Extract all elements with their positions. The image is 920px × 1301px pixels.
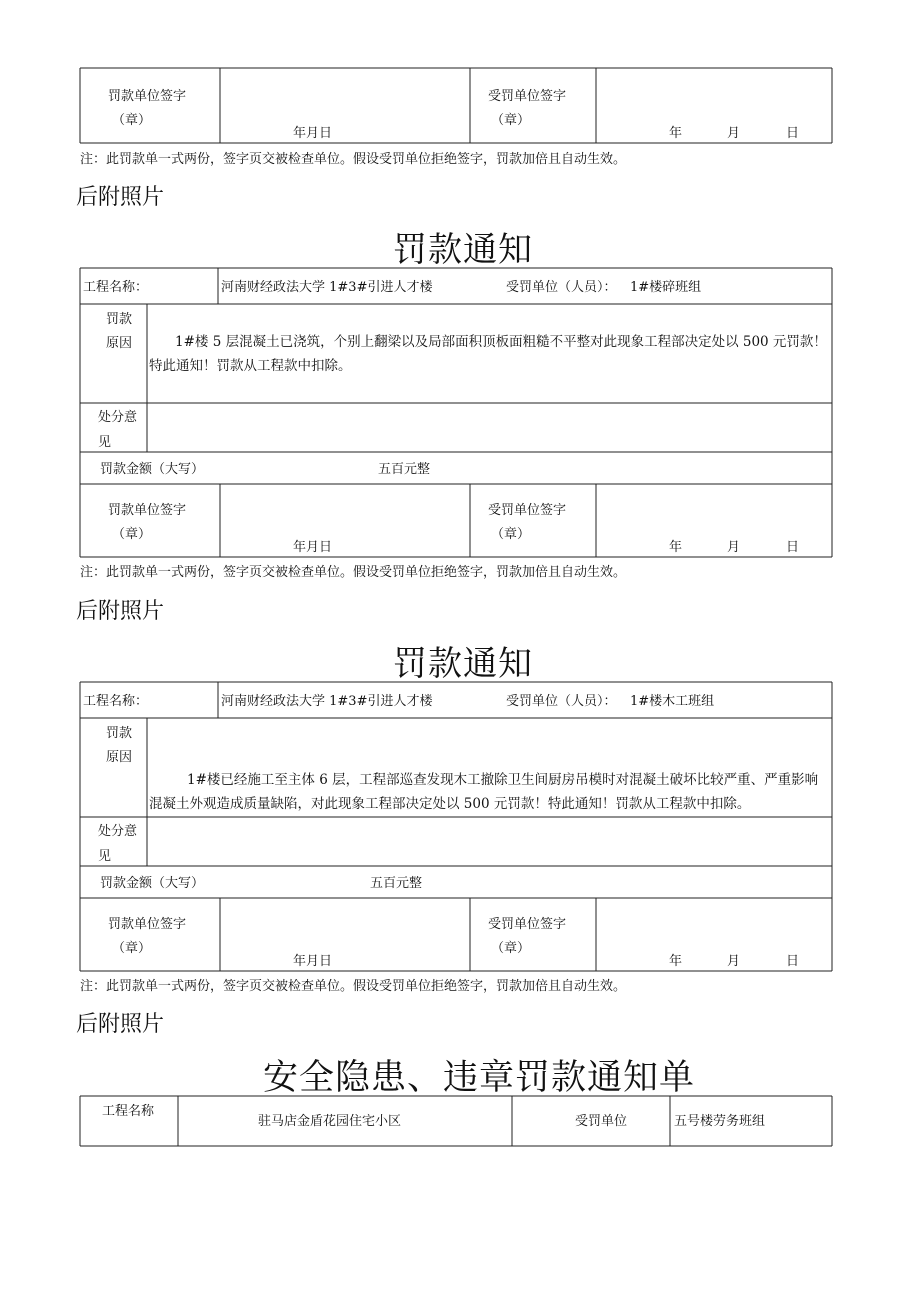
safety-form-title: 安全隐患、违章罚款通知单: [263, 1058, 696, 1098]
penalized-unit: 1#楼木工班组: [630, 694, 715, 709]
project-label: 工程名称: [102, 1104, 155, 1119]
receiver-sign-label: 受罚单位签字: [488, 503, 567, 518]
attachment-heading: 后附照片: [76, 185, 165, 210]
opinion-label-2: 见: [98, 435, 112, 450]
reason-label: 罚款: [106, 726, 133, 741]
issuer-sign-label: 罚款单位签字: [108, 917, 187, 932]
attachment-heading: 后附照片: [76, 1012, 165, 1037]
issuer-seal-label: （章）: [112, 527, 152, 542]
issuer-seal-label: （章）: [112, 941, 152, 956]
opinion-label: 处分意: [98, 410, 138, 425]
reason-line-1: 1#楼已经施工至主体 6 层，工程部巡查发现木工撤除卫生间厨房吊模时对混凝土破坏比较严重、严重影响: [187, 772, 819, 788]
reason-line-2: 混凝土外观造成质量缺陷，对此现象工程部决定处以 500 元罚款！特此通知！罚款从工程款中扣除。: [149, 796, 751, 812]
opinion-label-2: 见: [98, 849, 112, 864]
issuer-date: 年月日: [293, 954, 333, 969]
receiver-sign-label: 受罚单位签字: [488, 89, 567, 104]
project-label: 工程名称：: [83, 694, 149, 709]
penalized-unit: 五号楼劳务班组: [674, 1114, 766, 1129]
penalized-unit: 1#楼碎班组: [630, 280, 702, 295]
reason-text: [149, 768, 832, 816]
receiver-date-day: 日: [786, 954, 800, 969]
reason-text: [149, 330, 832, 378]
receiver-seal-label: （章）: [491, 941, 531, 956]
receiver-date-day: 日: [786, 540, 800, 555]
issuer-sign-label: 罚款单位签字: [108, 89, 187, 104]
receiver-seal-label: （章）: [491, 113, 531, 128]
penalized-label: 受罚单位（人员）：: [506, 280, 617, 295]
project-name: 驻马店金盾花园住宅小区: [258, 1114, 402, 1129]
form-note: 注：此罚款单一式两份，签字页交被检查单位。假设受罚单位拒绝签字，罚款加倍且自动生效。: [80, 565, 627, 580]
receiver-date-month: 月: [727, 954, 741, 969]
receiver-date-month: 月: [727, 540, 741, 555]
reason-label: 罚款: [106, 312, 133, 327]
receiver-sign-label: 受罚单位签字: [488, 917, 567, 932]
project-name: 河南财经政法大学 1#3#引进人才楼: [221, 694, 433, 709]
amount-value: 五百元整: [370, 876, 423, 891]
project-label: 工程名称：: [83, 280, 149, 295]
notice-title: 罚款通知: [393, 644, 533, 684]
reason-line-2: 特此通知！罚款从工程款中扣除。: [149, 358, 352, 374]
form-note: 注：此罚款单一式两份，签字页交被检查单位。假设受罚单位拒绝签字，罚款加倍且自动生效。: [80, 979, 627, 994]
penalized-label: 受罚单位（人员）：: [506, 694, 617, 709]
receiver-date-month: 月: [727, 126, 741, 141]
receiver-seal-label: （章）: [491, 527, 531, 542]
issuer-date: 年月日: [293, 126, 333, 141]
notice-title: 罚款通知: [393, 230, 533, 270]
reason-label-2: 原因: [106, 336, 133, 351]
penalized-label: 受罚单位: [575, 1114, 628, 1129]
opinion-label: 处分意: [98, 824, 138, 839]
receiver-date-year: 年: [669, 126, 683, 141]
receiver-date-day: 日: [786, 126, 800, 141]
amount-value: 五百元整: [378, 462, 431, 477]
amount-label: 罚款金额（大写）: [100, 876, 205, 891]
issuer-seal-label: （章）: [112, 113, 152, 128]
form-note: 注：此罚款单一式两份，签字页交被检查单位。假设受罚单位拒绝签字，罚款加倍且自动生效。: [80, 152, 627, 167]
attachment-heading: 后附照片: [76, 599, 165, 624]
issuer-date: 年月日: [293, 540, 333, 555]
issuer-sign-label: 罚款单位签字: [108, 503, 187, 518]
receiver-date-year: 年: [669, 954, 683, 969]
reason-label-2: 原因: [106, 750, 133, 765]
reason-line-1: 1#楼 5 层混凝土已浇筑，个别上翻梁以及局部面积顶板面粗糙不平整对此现象工程部决定处以 500 元罚款！: [175, 334, 827, 350]
amount-label: 罚款金额（大写）: [100, 462, 205, 477]
receiver-date-year: 年: [669, 540, 683, 555]
project-name: 河南财经政法大学 1#3#引进人才楼: [221, 280, 433, 295]
